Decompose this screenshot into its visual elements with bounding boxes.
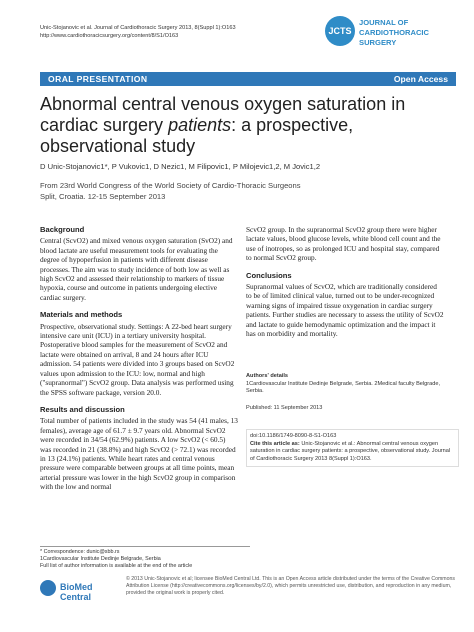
background-heading: Background [40,225,85,234]
title-italic: patients [168,115,232,135]
author-details-heading: Authors' details [246,373,289,379]
results-continued-text: ScvO2 group. In the supranormal ScvO2 group there were higher lactate values, blood glucose levels, white blood cell count and the use of inotropes, so as prolonged ICU and hospital stay, compared to normal ScvO2 group. [246,225,441,263]
author-details-text: 1Cardiovascular Institute Dedinje Belgrade, Serbia. 2Medical faculty Belgrade, Serbia. [246,380,441,395]
author-details [246,373,456,396]
citation-line: Unic-Stojanovic et al. Journal of Cardiothoracic Surgery 2013, 8(Suppl 1):O163 [40,25,236,31]
materials-text: Prospective, observational study. Settings: A 22-bed heart surgery intensive care unit (ICU) in a tertiary university hospital. Postoperative blood samples for the measurement of ScvO2 and lactate were obtained on arrival, 8 and 24 hours after ICU admission. 54 patients were divided into 3 groups based on ScvO2 values upon admission to the ICU: low, normal and high ("supranormal") ScvO2 group. Data analysis was performed using the SPSS software package, version 20.0. [40,321,235,397]
journal-logo-mark: JCTS [325,16,355,46]
cite-block [250,441,455,464]
license-text: © 2013 Unic-Stojanovic et al; licensee BioMed Central Ltd. This is an Open Access article distributed under the terms of the Creative Commons Attribution License (http://creativecommons.org/licenses/by/2.0), which permits unrestricted use, distribution, and reproduction in any medium, provided the original work is properly cited. [126,576,455,596]
citation-box [246,429,459,467]
author-list: D Unic-Stojanovic1*, P Vukovic1, D Nezic1, M Filipovic1, P Milojevic1,2, M Jovic1,2 [40,162,321,171]
journal-name-line1: JOURNAL OF [359,18,409,27]
title-part1: Abnormal central venous oxygen saturation in [40,94,406,114]
left-column [40,225,238,500]
journal-name-line2: CARDIOTHORACIC SURGERY [359,28,430,47]
materials-heading: Materials and methods [40,310,123,320]
results-text: Total number of patients included in the study was 54 (41 males, 13 females), average age of 61.7 ± 9.7 years old. Abnormal ScvO2 were recorded in 34/54 (62.9%) patients. A low ScvO2 (< 60.5) was recorded in 21 (38.8%) and high ScvO2 (> 72.1) was recorded in 13 (24.1%) patients. While heart rates and central venous pressure were comparable between groups at all time points, mean arterial pressure was lower in the high ScvO2 group in comparison with the low and normal [40,416,238,492]
open-access-label: Open Access [393,74,448,84]
conclusions-heading: Conclusions [246,270,292,280]
correspondence-line: * Correspondence: dunic@sbb.rs [40,549,120,555]
doi-link[interactable]: doi:10.1186/1749-8090-8-S1-O163 [250,433,337,439]
right-column [246,225,444,346]
conclusions-text: Supranormal values of ScvO2, which are traditionally considered to be of limited clinical value, turned out to be under-recognized warning signs of impaired tissue oxygenation in cardiac surgery patients. Further studies are necessary to assess the utility of ScvO2 and lactate to guide hemodynamic optimization and the impact it has on morbidity and mortality. [246,282,444,339]
published-date: Published: 11 September 2013 [246,405,323,411]
from-line1: From 23rd World Congress of the World Society of Cardio-Thoracic Surgeons [40,181,301,190]
journal-name [359,18,455,48]
title-part4: observational study [40,136,196,156]
conference-source [40,180,340,202]
title-part3: : a prospective, [231,115,354,135]
biomed-central-icon [40,580,56,596]
article-title [40,94,460,157]
article-type-label: ORAL PRESENTATION [48,74,148,84]
cite-text: Unic-Stojanovic et al.: Abnormal central venous oxygen saturation in cardiac surgery patients: a prospective, observational study. Journal of Cardiothoracic Surgery 2013 8(Suppl 1):O163. [250,440,451,462]
article-url-link[interactable]: http://www.cardiothoracicsurgery.org/content/8/S1/O163 [40,33,179,39]
publisher-logo [40,580,120,602]
publisher-name: BioMed Central [60,582,93,602]
from-line2: Split, Croatia. 12-15 September 2013 [40,192,166,201]
journal-logo [325,16,455,50]
results-heading: Results and discussion [40,404,125,414]
affiliation-line: 1Cardiovascular Institute Dedinje Belgrade, Serbia [40,556,161,563]
background-text: Central (ScvO2) and mixed venous oxygen saturation (SvO2) and blood lactate are useful measurement tools for evaluating the degree of hypoperfusion in patients with different disease processes. The aim was to study incidence of both low as well as high ScvO2 and assessed their relationship to markers of tissue hypoxia, course and outcome in patients undergoing elective cardiac surgery. [40,236,233,302]
cite-label: Cite this article as: [250,440,300,447]
title-part2: cardiac surgery [40,115,169,135]
citation-header [40,24,236,40]
footnotes [40,546,250,571]
author-info-note: Full list of author information is available at the end of the article [40,563,193,570]
section-banner [40,72,456,86]
